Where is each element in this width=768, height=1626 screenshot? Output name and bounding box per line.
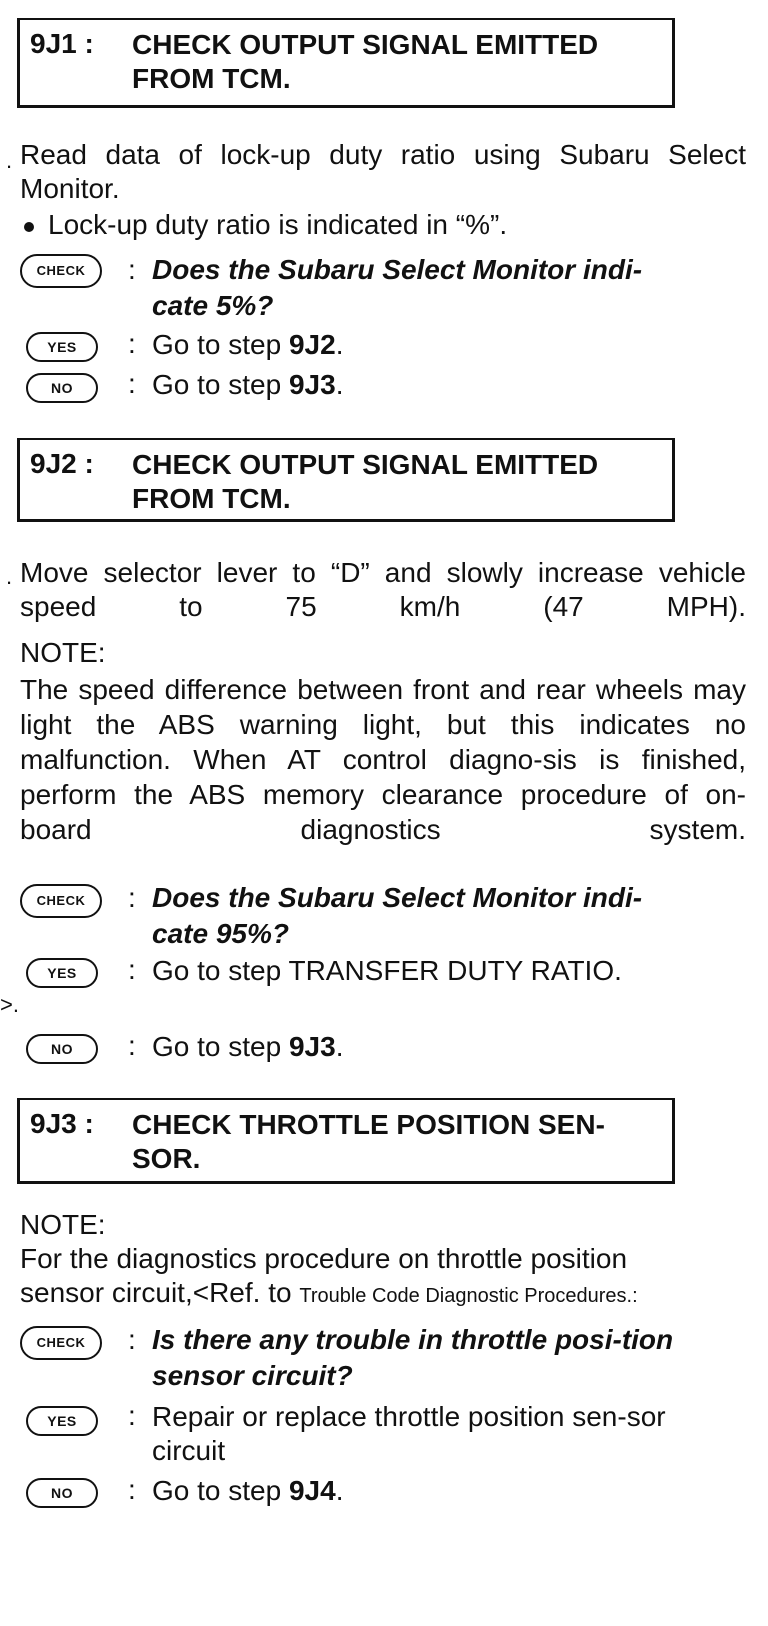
- answer-suffix: .: [335, 329, 344, 360]
- check-badge: CHECK: [20, 1326, 102, 1360]
- step-number: 9J3 :: [30, 1108, 94, 1139]
- answer-suffix: .: [335, 369, 344, 400]
- yes-badge: YES: [26, 332, 98, 362]
- colon: :: [128, 1030, 136, 1061]
- step-title: CHECK OUTPUT SIGNAL EMITTED FROM TCM.: [132, 449, 599, 514]
- answer-prefix: Go to step: [152, 1475, 289, 1506]
- step-header-9j3: [17, 1098, 675, 1184]
- step-number: 9J2 :: [30, 448, 94, 479]
- colon: :: [128, 254, 136, 285]
- colon: :: [128, 1400, 136, 1431]
- note-line: [20, 1276, 768, 1313]
- margin-mark: .: [6, 148, 13, 173]
- check-question: Does the Subaru Select Monitor indi-cate 5%?: [152, 254, 643, 321]
- colon: :: [128, 328, 136, 359]
- colon: :: [128, 368, 136, 399]
- instruction-body: Move selector lever to “D” and slowly increase vehicle speed to 75 km/h (47 MPH).: [20, 557, 746, 622]
- check-question: Is there any trouble in throttle posi-tion sensor circuit?: [152, 1324, 674, 1391]
- answer-prefix: Go to step: [152, 369, 289, 400]
- bullet-dot: [24, 222, 34, 232]
- step-link[interactable]: 9J4: [288, 1475, 336, 1506]
- yes-badge: YES: [26, 1406, 98, 1436]
- note-line: For the diagnostics procedure on throttle position: [20, 1243, 628, 1274]
- step-header-9j2: [17, 438, 675, 522]
- no-badge: NO: [26, 373, 98, 403]
- yes-answer: Repair or replace throttle position sen-sor circuit: [152, 1401, 666, 1466]
- note-text: The speed difference between front and rear wheels may light the ABS warning light, but this indicates no malfunction. When AT control diagno-sis is finished, perform the ABS memory clearance procedure of on-board diagnostics system.: [20, 674, 746, 845]
- check-question: Does the Subaru Select Monitor indi-cate 95%?: [152, 882, 643, 949]
- check-badge: CHECK: [20, 884, 102, 918]
- check-badge: CHECK: [20, 254, 102, 288]
- colon: :: [128, 954, 136, 985]
- answer-suffix: .: [335, 1475, 344, 1506]
- step-link[interactable]: 9J2: [288, 329, 336, 360]
- bullet-text: Lock-up duty ratio is indicated in “%”.: [48, 209, 508, 240]
- answer-suffix: .: [335, 1031, 344, 1062]
- step-title: CHECK OUTPUT SIGNAL EMITTED FROM TCM.: [132, 29, 599, 94]
- no-badge: NO: [26, 1034, 98, 1064]
- margin-mark: .: [6, 564, 13, 589]
- answer-prefix: Go to step: [152, 1031, 289, 1062]
- yes-badge: YES: [26, 958, 98, 988]
- no-answer: [152, 1030, 702, 1064]
- answer-prefix: Go to step: [152, 329, 289, 360]
- no-badge: NO: [26, 1478, 98, 1508]
- yes-answer: [152, 328, 702, 362]
- step-link[interactable]: 9J3: [288, 369, 336, 400]
- note-label: NOTE:: [20, 1209, 106, 1240]
- reference-link[interactable]: Trouble Code Diagnostic Procedures.:: [299, 1285, 638, 1307]
- step-link[interactable]: 9J3: [288, 1031, 336, 1062]
- instruction-text: Read data of lock-up duty ratio using Subaru Select Monitor.: [20, 139, 746, 204]
- colon: :: [128, 882, 136, 913]
- no-answer: [152, 368, 702, 402]
- step-header-9j1: [17, 18, 675, 108]
- step-title: CHECK THROTTLE POSITION SEN-SOR.: [132, 1109, 605, 1174]
- note-label: NOTE:: [20, 637, 106, 668]
- colon: :: [128, 1324, 136, 1355]
- margin-mark: >.: [0, 992, 19, 1017]
- note-text: sensor circuit,<Ref. to: [20, 1277, 300, 1308]
- yes-answer: Go to step TRANSFER DUTY RATIO.: [152, 955, 622, 986]
- colon: :: [128, 1474, 136, 1505]
- step-number: 9J1 :: [30, 28, 94, 59]
- instruction-text: [20, 556, 746, 624]
- no-answer: [152, 1474, 702, 1508]
